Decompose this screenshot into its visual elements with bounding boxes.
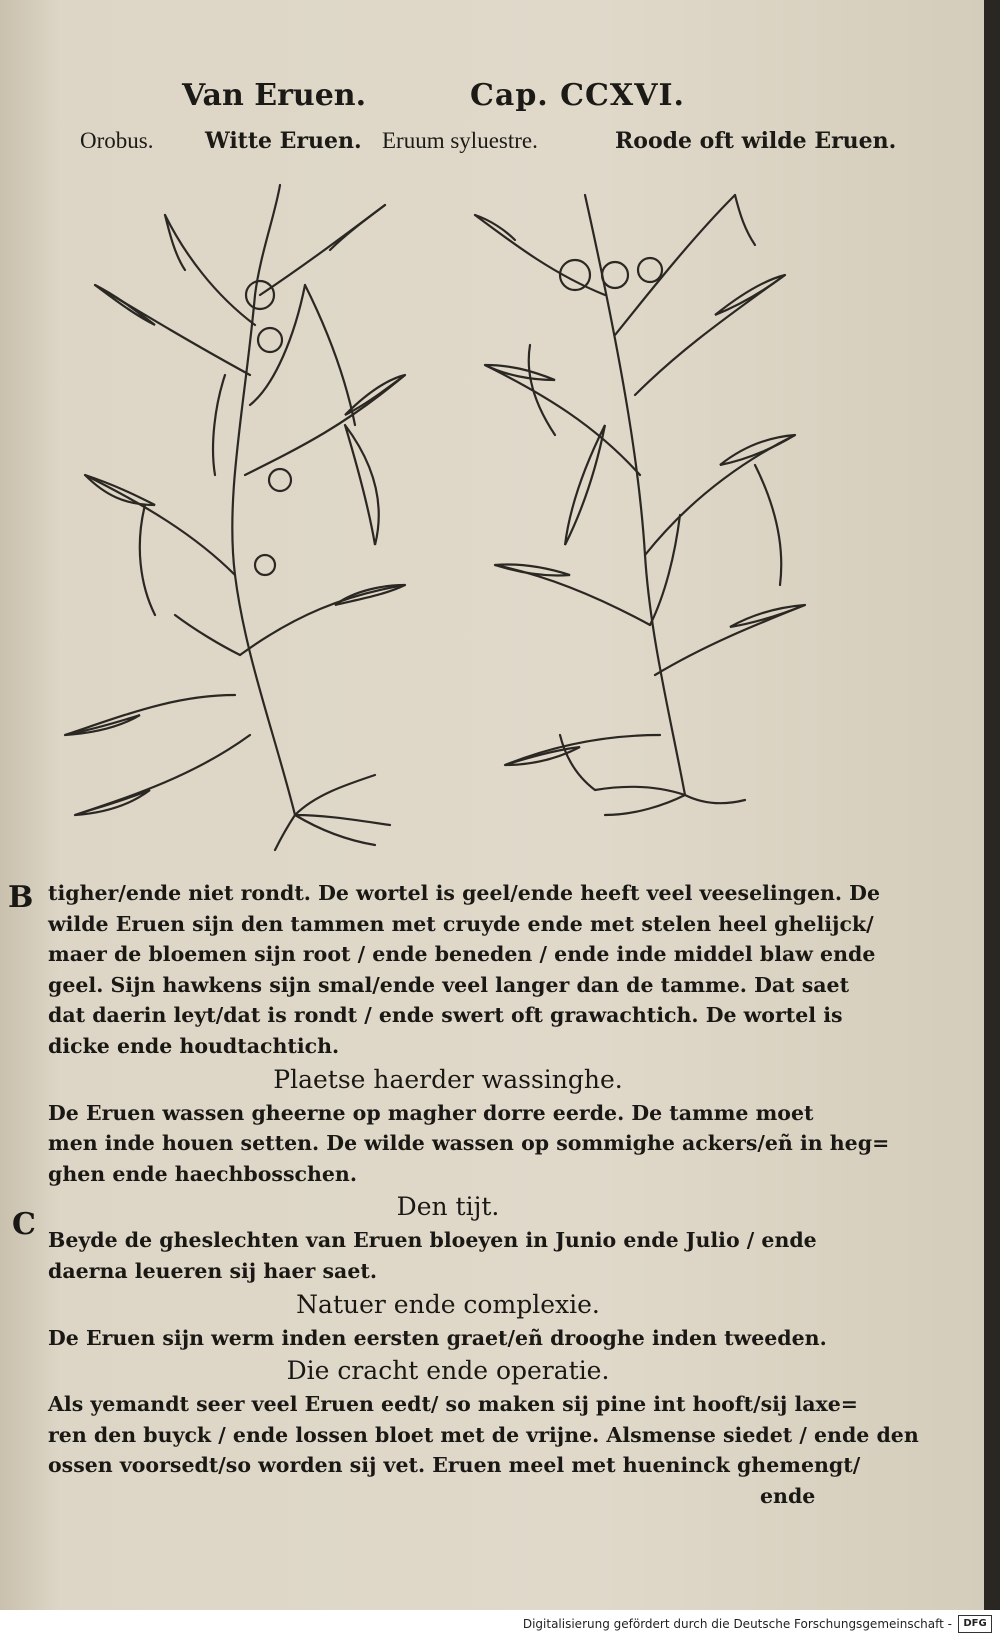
text-line: Beyde de gheslechten van Eruen bloeyen in Junio ende Julio / ende (48, 1228, 817, 1253)
paragraph-tijt (48, 1225, 848, 1286)
text-line: dat daerin leyt/dat is rondt / ende swert oft grawachtich. De wortel is (48, 1003, 843, 1028)
caption-witte-eruen: Witte Eruen. (205, 128, 362, 154)
text-line: ossen voorsedt/so worden sij vet. Eruen meel met hueninck ghemengt/ (48, 1453, 861, 1478)
woodcut-eruum-syluestre (455, 175, 845, 855)
text-line: maer de bloemen sijn root / ende beneden / ende inde middel blaw ende (48, 942, 876, 967)
paragraph-cracht (48, 1389, 919, 1511)
caption-roode-wilde-eruen: Roode oft wilde Eruen. (615, 128, 897, 154)
paragraph-description (48, 878, 880, 1062)
text-line: daerna leueren sij haer saet. (48, 1258, 377, 1283)
text-line: wilde Eruen sijn den tammen met cruyde ende met stelen heel ghelijck/ (48, 911, 874, 936)
text-line: tigher/ende niet rondt. De wortel is geel/ende heeft veel veeselingen. De (48, 881, 880, 905)
section-heading-cracht: Die cracht ende operatie. (286, 1356, 610, 1386)
text-line: De Eruen wassen gheerne op magher dorre eerde. De tamme moet (48, 1100, 814, 1125)
paragraph-plaetse (48, 1098, 890, 1190)
text-line: geel. Sijn hawkens sijn smal/ende veel langer dan de tamme. Dat saet (48, 972, 850, 997)
running-head (170, 78, 690, 124)
text-line: ghen ende haechbosschen. (48, 1161, 357, 1186)
dfg-logo-icon: DFG (958, 1615, 992, 1633)
paragraph-natuer (48, 1323, 848, 1354)
margin-letter-c: C (12, 1207, 36, 1242)
woodcut-orobus (45, 175, 435, 855)
chapter-number: Cap. CCXVI. (470, 78, 685, 113)
plant-woodcut-icon (45, 175, 435, 855)
caption-eruum-syluestre: Eruum syluestre. (382, 128, 538, 153)
margin-letter-b: B (8, 880, 34, 915)
body-text (48, 878, 919, 1512)
plant-woodcut-icon (455, 175, 845, 855)
section-heading-tijt: Den tijt. (396, 1192, 500, 1222)
text-line: De Eruen sijn werm inden eersten graet/eñ drooghe inden tweeden. (48, 1325, 827, 1350)
text-line: men inde houen setten. De wilde wassen op sommighe ackers/eñ in heg= (48, 1131, 890, 1156)
digitization-footer (0, 1610, 1000, 1637)
text-line: Als yemandt seer veel Eruen eedt/ so maken sij pine int hooft/sij laxe= (48, 1392, 858, 1417)
section-heading-plaetse: Plaetse haerder wassinghe. (273, 1064, 623, 1094)
caption-orobus: Orobus. (80, 128, 154, 153)
catchword: ende (760, 1483, 816, 1508)
footer-credit: Digitalisierung gefördert durch die Deutsche Forschungsgemeinschaft - (522, 1617, 952, 1631)
running-head-title: Van Eruen. (182, 78, 367, 113)
section-heading-natuer: Natuer ende complexie. (296, 1289, 600, 1319)
text-line: dicke ende houdtachtich. (48, 1033, 340, 1058)
plate-captions (80, 128, 897, 162)
text-line: ren den buyck / ende lossen bloet met de vrijne. Alsmense siedet / ende den (48, 1422, 919, 1447)
